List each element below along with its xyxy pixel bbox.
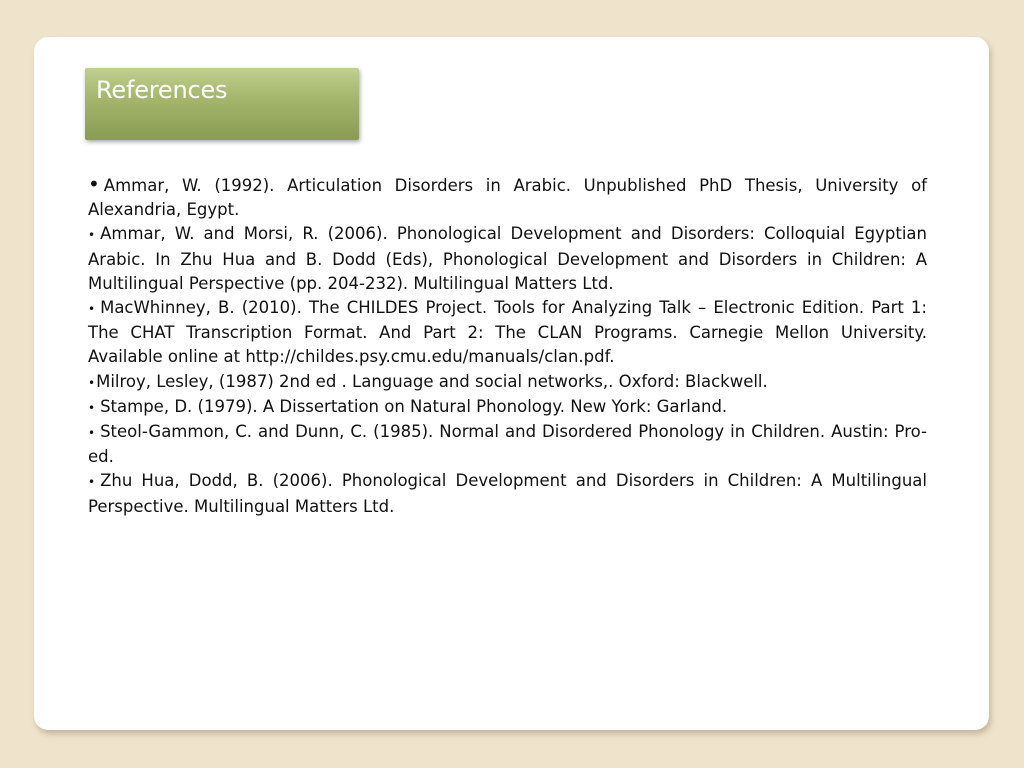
bullet-icon: • <box>88 375 96 390</box>
reference-list <box>88 172 927 519</box>
bullet-icon: • <box>88 475 96 490</box>
reference-item <box>88 370 927 395</box>
title-box <box>85 68 359 140</box>
reference-text: Steol-Gammon, C. and Dunn, C. (1985). Normal and Disordered Phonology in Children. Austin: Pro-ed. <box>88 422 927 467</box>
reference-text: Zhu Hua, Dodd, B. (2006). Phonological Development and Disorders in Children: A Multilingual Perspective. Multilingual Matters Ltd. <box>88 471 927 516</box>
page-title: References <box>96 76 228 104</box>
bullet-icon: • <box>88 172 100 196</box>
reference-item <box>88 172 927 222</box>
reference-text: Ammar, W. (1992). Articulation Disorders in Arabic. Unpublished PhD Thesis, University of Alexandria, Egypt. <box>88 176 927 220</box>
bullet-icon: • <box>88 302 96 317</box>
bullet-icon: • <box>88 400 96 415</box>
reference-text: Ammar, W. and Morsi, R. (2006). Phonological Development and Disorders: Colloquial Egyptian Arabic. In Zhu Hua and B. Dodd (Eds), Phonological Development and Disorders in Children: A Multilingual Perspective (pp. 204-232). Multilingual Matters Ltd. <box>88 224 927 293</box>
reference-item <box>88 222 927 296</box>
reference-item <box>88 296 927 370</box>
reference-text: Stampe, D. (1979). A Dissertation on Natural Phonology. New York: Garland. <box>100 396 728 416</box>
reference-item <box>88 469 927 518</box>
reference-item <box>88 420 927 469</box>
bullet-icon: • <box>88 426 96 441</box>
reference-text: Milroy, Lesley, (1987) 2nd ed . Language and social networks,. Oxford: Blackwell. <box>96 371 768 391</box>
reference-item <box>88 395 927 420</box>
bullet-icon: • <box>88 228 96 243</box>
reference-text: MacWhinney, B. (2010). The CHILDES Project. Tools for Analyzing Talk – Electronic Edition. Part 1: The CHAT Transcription Format. And Part 2: The CLAN Programs. Carnegie Mellon University. Available online at http://childes.psy.cmu.edu/manuals/clan.pdf. <box>88 298 927 367</box>
